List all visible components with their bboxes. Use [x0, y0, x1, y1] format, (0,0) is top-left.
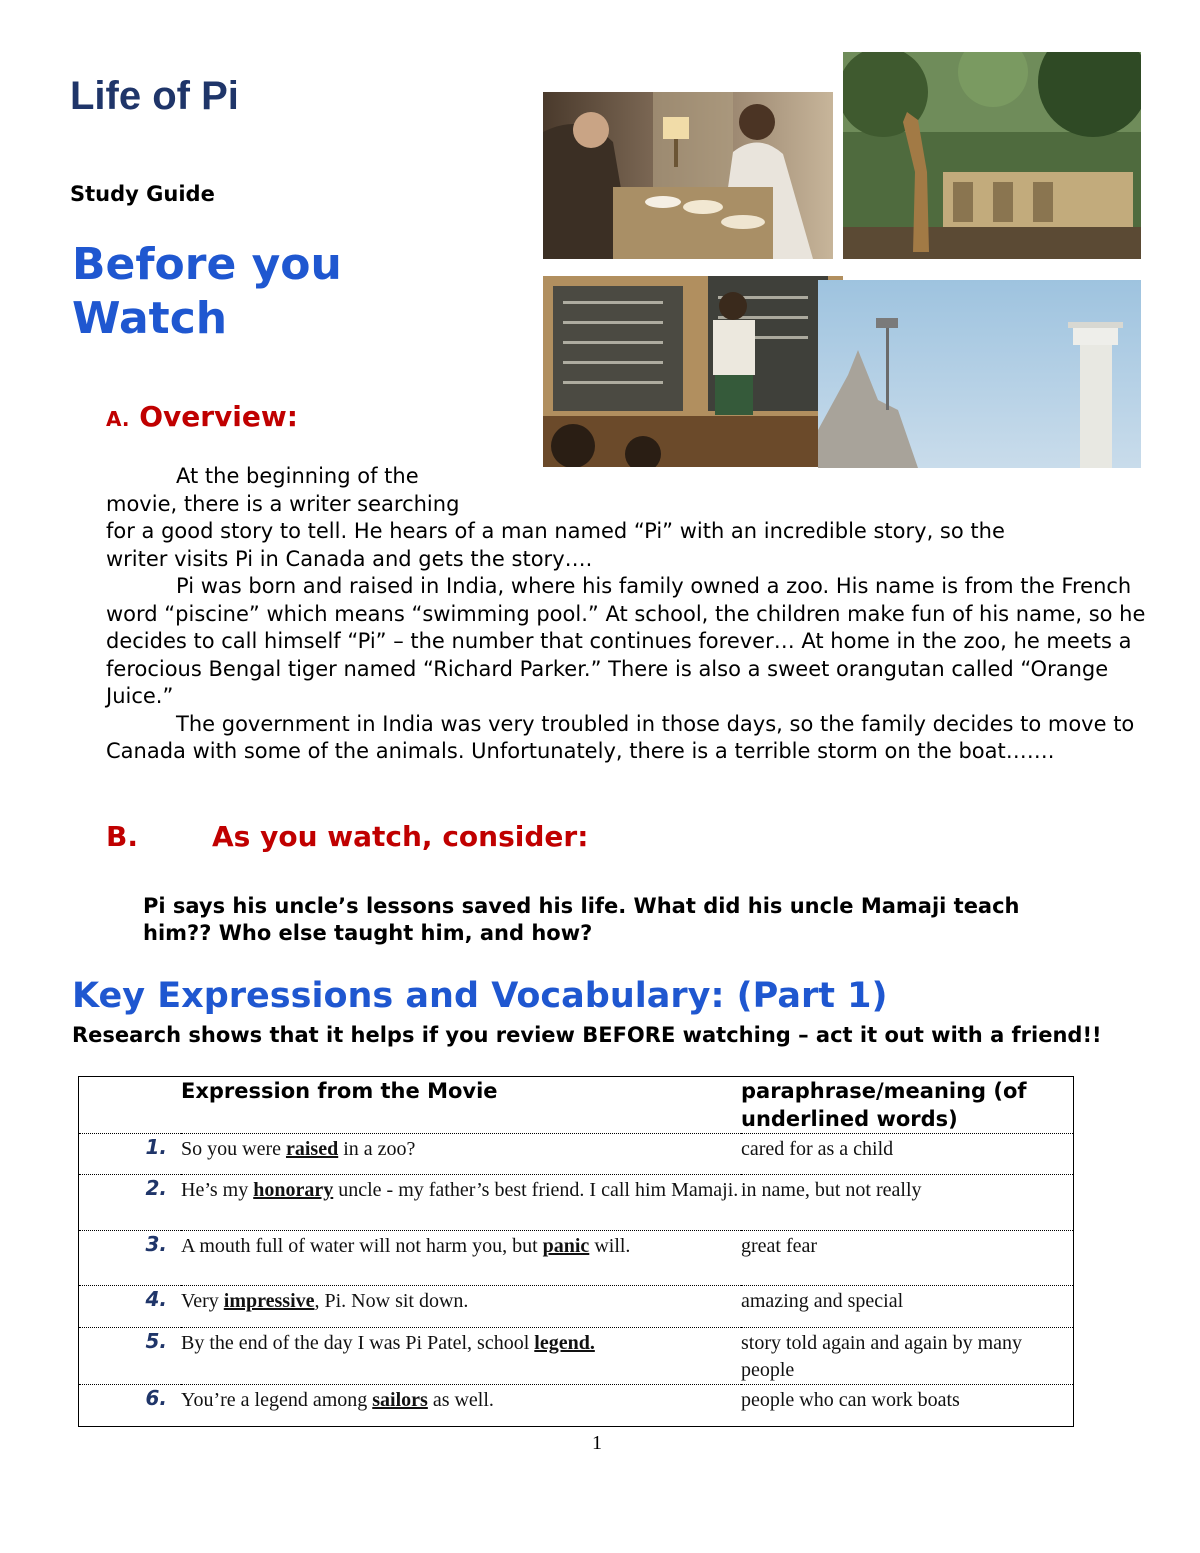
table-header-row: [79, 1077, 1074, 1134]
overview-paragraph-3: The government in India was very troubled in those days, so the family decides to move to Canada with some of the animals. Unfortunately, there is a terrible storm on the boat…….: [106, 711, 1135, 763]
tower-sky-photo: [818, 280, 1141, 468]
section-title-line2: Watch: [72, 293, 228, 344]
row-number: 2.: [79, 1175, 182, 1231]
meaning-cell: great fear: [741, 1231, 1074, 1286]
expression-text: By the end of the day I was Pi Patel, school: [181, 1332, 535, 1354]
row-number: 3.: [79, 1231, 182, 1286]
overview-letter: A.: [106, 407, 130, 431]
expression-text: will.: [589, 1235, 631, 1257]
expression-text: A mouth full of water will not harm you, but: [181, 1235, 543, 1257]
dining-scene-photo: [543, 92, 833, 259]
meaning-cell: cared for as a child: [741, 1134, 1074, 1175]
key-word: impressive: [223, 1290, 315, 1312]
table-row: [79, 1134, 1074, 1175]
expression-text: So you were: [181, 1138, 286, 1160]
row-number: 5.: [79, 1328, 182, 1385]
vocabulary-heading: Key Expressions and Vocabulary: (Part 1): [72, 976, 888, 1016]
expression-cell: [181, 1286, 741, 1328]
expression-cell: [181, 1385, 741, 1427]
section-title-line1: Before you: [72, 239, 342, 290]
key-word: panic: [542, 1235, 590, 1257]
classroom-photo: [543, 276, 843, 467]
row-number: 1.: [79, 1134, 182, 1175]
overview-line: for a good story to tell. He hears of a man named “Pi” with an incredible story, so the: [106, 519, 1005, 543]
row-number: 6.: [79, 1385, 182, 1427]
overview-line: writer visits Pi in Canada and gets the story….: [106, 546, 593, 571]
discussion-question: Pi says his uncle’s lessons saved his life. What did his uncle Mamaji teach him?? Who else taught him, and how?: [143, 894, 1020, 945]
expression-text: Very: [181, 1290, 224, 1312]
meaning-cell: amazing and special: [741, 1286, 1074, 1328]
expression-text: , Pi. Now sit down.: [314, 1290, 469, 1312]
table-row: [79, 1231, 1074, 1286]
expression-text: You’re a legend among: [181, 1389, 373, 1411]
table-row: [79, 1385, 1074, 1427]
expression-cell: [181, 1134, 741, 1175]
meaning-cell: story told again and again by many people: [741, 1328, 1074, 1385]
table-row: [79, 1286, 1074, 1328]
overview-paragraph-2: Pi was born and raised in India, where his family owned a zoo. His name is from the French word “piscine” which means “swimming pool.” At school, the children make fun of his name, so he decides to call himself “Pi” – the number that continues forever… At home in the zoo, he meets a ferocious Bengal tiger named “Richard Parker.” There is also a sweet orangutan called “Orange Juice.”: [106, 574, 1146, 708]
vocabulary-table: [78, 1076, 1074, 1427]
overview-title: Overview:: [139, 400, 298, 433]
key-word: sailors: [372, 1389, 428, 1411]
vocabulary-instruction: Research shows that it helps if you review BEFORE watching – act it out with a friend!!: [72, 1023, 1102, 1047]
study-guide-label: Study Guide: [70, 182, 215, 206]
page-number: 1: [592, 1432, 602, 1454]
expression-cell: [181, 1175, 741, 1231]
expression-cell: [181, 1328, 741, 1385]
expression-text: uncle - my father’s best friend. I call him Mamaji.: [333, 1179, 739, 1201]
meaning-cell: in name, but not really: [741, 1175, 1074, 1231]
document-title: Life of Pi: [70, 74, 239, 118]
overview-line: At the beginning of the: [176, 464, 419, 488]
overview-paragraphs: [106, 518, 1156, 766]
meaning-cell: people who can work boats: [741, 1385, 1074, 1427]
row-number: 4.: [79, 1286, 182, 1328]
column-header-meaning: paraphrase/meaning (of underlined words): [741, 1077, 1074, 1134]
column-header-expression: Expression from the Movie: [181, 1077, 741, 1134]
expression-text: in a zoo?: [338, 1138, 416, 1160]
overview-line: movie, there is a writer searching: [106, 491, 460, 516]
key-word: honorary: [253, 1179, 334, 1201]
zoo-giraffe-photo: [843, 52, 1141, 259]
section-b-letter: B.: [106, 820, 138, 853]
expression-text: as well.: [427, 1389, 494, 1411]
overview-heading: [106, 400, 298, 433]
expression-text: He’s my: [181, 1179, 254, 1201]
expression-cell: [181, 1231, 741, 1286]
table-row: [79, 1175, 1074, 1231]
key-word: legend.: [534, 1332, 595, 1354]
table-row: [79, 1328, 1074, 1385]
key-word: raised: [285, 1138, 339, 1160]
section-b-title: As you watch, consider:: [212, 820, 589, 853]
overview-intro: [106, 463, 526, 518]
section-title: [72, 238, 342, 346]
